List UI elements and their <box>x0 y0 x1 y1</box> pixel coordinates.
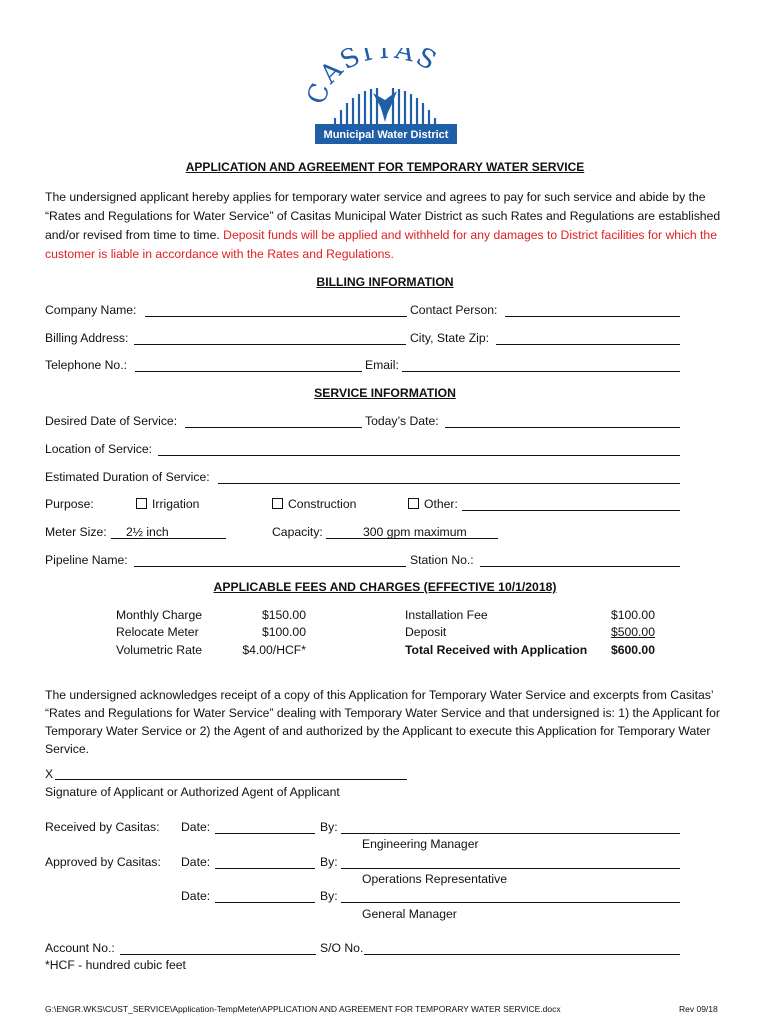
approved-date-field[interactable] <box>215 868 315 869</box>
fee-amount: $500.00 <box>610 625 655 639</box>
logo-name: CASITAS <box>305 48 443 108</box>
total-amount: $600.00 <box>610 643 655 657</box>
received-by-field[interactable] <box>341 833 680 834</box>
purpose-construction-checkbox[interactable] <box>272 497 356 511</box>
date-label: Date: <box>181 855 211 869</box>
total-label: Total Received with Application <box>405 643 588 657</box>
fee-label: Deposit <box>405 625 447 639</box>
hcf-note: *HCF - hundred cubic feet <box>45 958 186 972</box>
account-no-label: Account No.: <box>45 941 115 955</box>
gm-date-field[interactable] <box>215 902 315 903</box>
purpose-irrigation-checkbox[interactable] <box>136 497 199 511</box>
location-label: Location of Service: <box>45 442 153 456</box>
fee-amount: $100.00 <box>261 625 306 639</box>
by-label: By: <box>320 855 338 869</box>
fee-label: Monthly Charge <box>116 608 203 622</box>
purpose-other-checkbox[interactable] <box>408 497 458 511</box>
pipeline-name-field[interactable] <box>134 566 406 567</box>
by-label: By: <box>320 889 338 903</box>
signature-field[interactable] <box>55 779 407 780</box>
service-heading: SERVICE INFORMATION <box>314 386 456 400</box>
fee-label: Relocate Meter <box>116 625 199 639</box>
location-field[interactable] <box>158 455 680 456</box>
billing-address-label: Billing Address: <box>45 331 129 345</box>
telephone-label: Telephone No.: <box>45 358 127 372</box>
intro-text: The undersigned applicant hereby applies for temporary water service and agrees to pay for such service and abide by the “Rates and Regulations for Water Service” of Casitas Municipal Water District as such Rates and Regulations are established and/or revised from time to time. <box>45 190 721 242</box>
fee-amount: $4.00/HCF* <box>242 643 306 657</box>
intro-paragraph <box>45 188 730 264</box>
purpose-other-label: Other: <box>424 497 458 511</box>
contact-person-field[interactable] <box>505 316 680 317</box>
so-no-label: S/O No. <box>320 941 364 955</box>
purpose-construction-label: Construction <box>288 497 357 511</box>
company-name-field[interactable] <box>145 316 407 317</box>
capacity-value: 300 gpm maximum <box>363 525 467 539</box>
desired-date-field[interactable] <box>185 427 362 428</box>
purpose-irrigation-label: Irrigation <box>152 497 200 511</box>
footer-revision: Rev 09/18 <box>679 1004 718 1014</box>
billing-address-field[interactable] <box>134 344 406 345</box>
date-label: Date: <box>181 820 211 834</box>
fee-label: Volumetric Rate <box>116 643 203 657</box>
intro-deposit-warning: Deposit funds will be applied and withheld for any damages to District facilities for which the customer is liable in accordance with the Rates and Regulations. <box>45 228 717 261</box>
capacity-label: Capacity: <box>272 525 323 539</box>
city-state-zip-field[interactable] <box>496 344 680 345</box>
signature-caption: Signature of Applicant or Authorized Agent of Applicant <box>45 785 340 799</box>
page-title: APPLICATION AND AGREEMENT FOR TEMPORARY WATER SERVICE <box>185 160 585 174</box>
by-label: By: <box>320 820 338 834</box>
checkbox-icon <box>408 498 419 509</box>
fee-amount: $100.00 <box>610 608 655 622</box>
footer-path: G:\ENGR.WKS\CUST_SERVICE\Application-TempMeter\APPLICATION AND AGREEMENT FOR TEMPORARY WATER SERVICE.docx <box>45 1004 561 1014</box>
date-label: Date: <box>181 889 211 903</box>
billing-heading: BILLING INFORMATION <box>316 275 454 289</box>
fee-amount: $150.00 <box>261 608 306 622</box>
district-logo <box>305 48 465 148</box>
todays-date-field[interactable] <box>445 427 680 428</box>
purpose-label: Purpose: <box>45 497 94 511</box>
email-label: Email: <box>365 358 399 372</box>
logo-emblem-icon <box>305 48 465 148</box>
signature-x: X <box>45 767 54 781</box>
contact-person-label: Contact Person: <box>410 303 498 317</box>
meter-size-value: 2½ inch <box>126 525 169 539</box>
station-no-label: Station No.: <box>410 553 474 567</box>
account-no-field[interactable] <box>120 954 316 955</box>
todays-date-label: Today’s Date: <box>365 414 439 428</box>
approved-by-field[interactable] <box>341 868 680 869</box>
email-field[interactable] <box>402 371 680 372</box>
company-name-label: Company Name: <box>45 303 137 317</box>
meter-size-label: Meter Size: <box>45 525 107 539</box>
pipeline-name-label: Pipeline Name: <box>45 553 128 567</box>
duration-field[interactable] <box>218 483 680 484</box>
fees-heading: APPLICABLE FEES AND CHARGES (EFFECTIVE 10/1/2018) <box>213 580 557 594</box>
checkbox-icon <box>272 498 283 509</box>
role-operations-representative: Operations Representative <box>362 872 507 886</box>
so-no-field[interactable] <box>364 954 680 955</box>
telephone-field[interactable] <box>135 371 362 372</box>
received-date-field[interactable] <box>215 833 315 834</box>
fee-label: Installation Fee <box>405 608 488 622</box>
approved-by-label: Approved by Casitas: <box>45 855 161 869</box>
received-by-label: Received by Casitas: <box>45 820 160 834</box>
duration-label: Estimated Duration of Service: <box>45 470 210 484</box>
logo-subtitle: Municipal Water District <box>323 129 449 141</box>
city-state-zip-label: City, State Zip: <box>410 331 490 345</box>
role-engineering-manager: Engineering Manager <box>362 837 479 851</box>
role-general-manager: General Manager <box>362 907 457 921</box>
desired-date-label: Desired Date of Service: <box>45 414 178 428</box>
station-no-field[interactable] <box>480 566 680 567</box>
purpose-other-field[interactable] <box>462 510 680 511</box>
checkbox-icon <box>136 498 147 509</box>
acknowledgement-paragraph: The undersigned acknowledges receipt of a copy of this Application for Temporary Water Service and excerpts from Casitas’ “Rates and Regulations for Water Service” dealing with Temporary Water Service and that undersigned is: 1) the Applicant for Temporary Water Service or 2) the Agent of and authorized by the Applicant to execute this Application for Temporary Water Service. <box>45 688 720 756</box>
gm-by-field[interactable] <box>341 902 680 903</box>
